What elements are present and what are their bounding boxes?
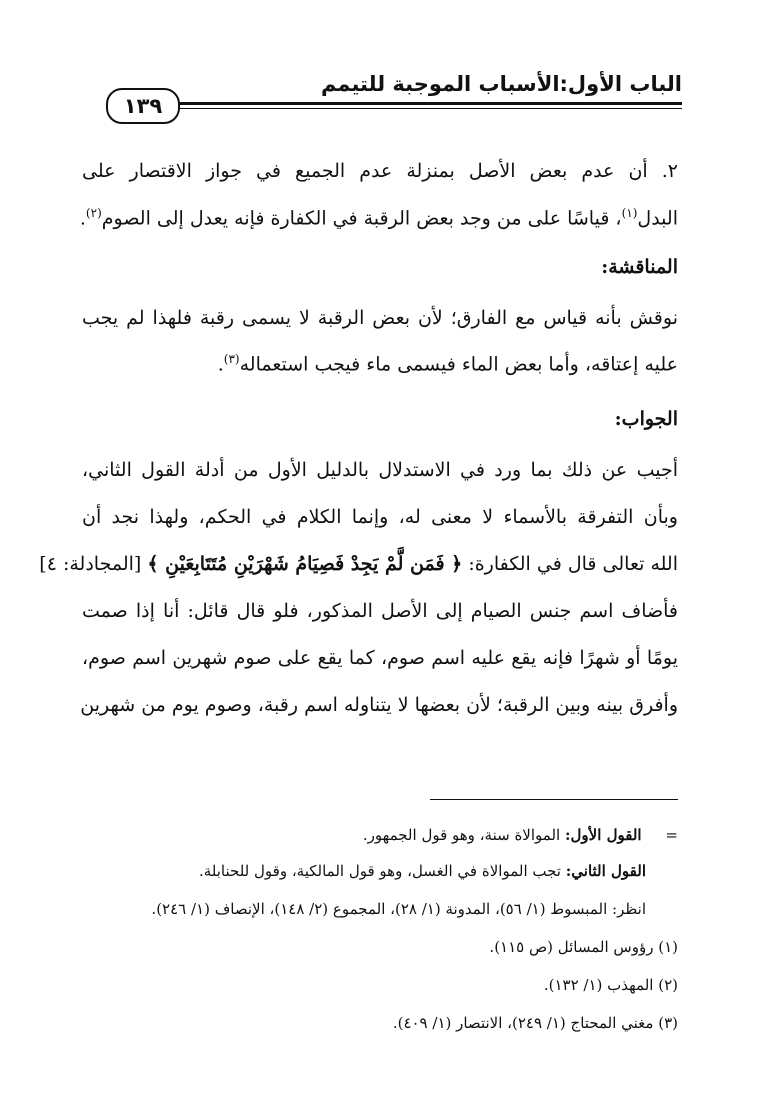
footnote-3: (٣) مغني المحتاج (١/ ٢٤٩)، الانتصار (١/ ٤٠٩). [392,1014,678,1032]
heading-answer: الجواب: [614,408,678,430]
heading-discussion: المناقشة: [601,256,678,278]
text-line-10: وأفرق بينه وبين الرقبة؛ لأن بعضها لا يتناوله اسم رقبة، وصوم يوم من شهرين [80,694,678,716]
footnote-ref-1: (١) [621,206,638,220]
header-rule-thin [162,108,682,109]
text-line-7 [39,553,678,575]
chapter-title: الأسباب الموجبة للتيمم [320,72,560,96]
footnote-ref-3: (٣) [223,352,240,366]
continuation-marker: = [665,826,678,844]
footnote-text: تجب الموالاة في الغسل، وهو قول المالكية، وقول للحنابلة. [198,862,561,880]
footnote-label: القول الثاني: [565,862,646,880]
text-fragment: الله تعالى قال في الكفارة: [468,553,678,575]
text-line-5: أجيب عن ذلك بما ورد في الاستدلال بالدليل الأول من أدلة القول الثاني، [82,459,678,481]
footnote-label: القول الأول: [564,826,642,844]
header-title [321,72,682,96]
page-header [92,68,682,128]
footnote-text: الموالاة سنة، وهو قول الجمهور. [362,826,561,844]
footnote-2: (٢) المهذب (١/ ١٣٢). [543,976,678,994]
footnote-ref-2: (٢) [85,206,102,220]
text-line-1: ٢. أن عدم بعض الأصل بمنزلة عدم الجميع في جواز الاقتصار على [82,160,678,182]
footnote-continuation-c: انظر: المبسوط (١/ ٥٦)، المدونة (١/ ٢٨)، المجموع (٢/ ١٤٨)، الإنصاف (١/ ٢٤٦). [151,900,646,918]
text-line-2 [79,206,678,230]
text-line-3: نوقش بأنه قياس مع الفارق؛ لأن بعض الرقبة لا يسمى رقبة فلهذا لم يجب [82,307,678,329]
text-fragment: البدل [637,207,678,230]
footnote-1: (١) رؤوس المسائل (ص ١١٥). [489,938,678,956]
footnote-continuation-b [50,862,646,880]
text-line-9: يومًا أو شهرًا فإنه يقع عليه اسم صوم، كما يقع على صوم شهرين اسم صوم، [82,647,678,669]
text-line-4 [82,352,678,375]
header-rule [162,102,682,105]
text-fragment: عليه إعتاقه، وأما بعض الماء فيسمى ماء فيجب استعماله [239,353,678,376]
verse-citation: [المجادلة: ٤] [39,553,142,575]
text-line-8: فأضاف اسم جنس الصيام إلى الأصل المذكور، فلو قال قائل: أنا إذا صمت [82,600,678,622]
text-fragment: . [79,207,86,230]
footnote-continuation-a [82,826,678,844]
text-fragment: ، قياسًا على من وجد بعض الرقبة في الكفارة فإنه يعدل إلى الصوم [101,207,622,230]
text-line-6: وبأن التفرقة بالأسماء لا معنى له، وإنما الكلام في الحكم، ولهذا نجد أن [82,506,678,528]
quran-verse: ﴿ فَمَن لَّمْ يَجِدْ فَصِيَامُ شَهْرَيْنِ مُتَتَابِعَيْنِ ﴾ [147,553,463,575]
chapter-label: الباب الأول: [559,72,682,96]
text-fragment: . [217,353,224,376]
footnote-separator [430,799,678,800]
page-number: ١٣٩ [106,88,180,124]
